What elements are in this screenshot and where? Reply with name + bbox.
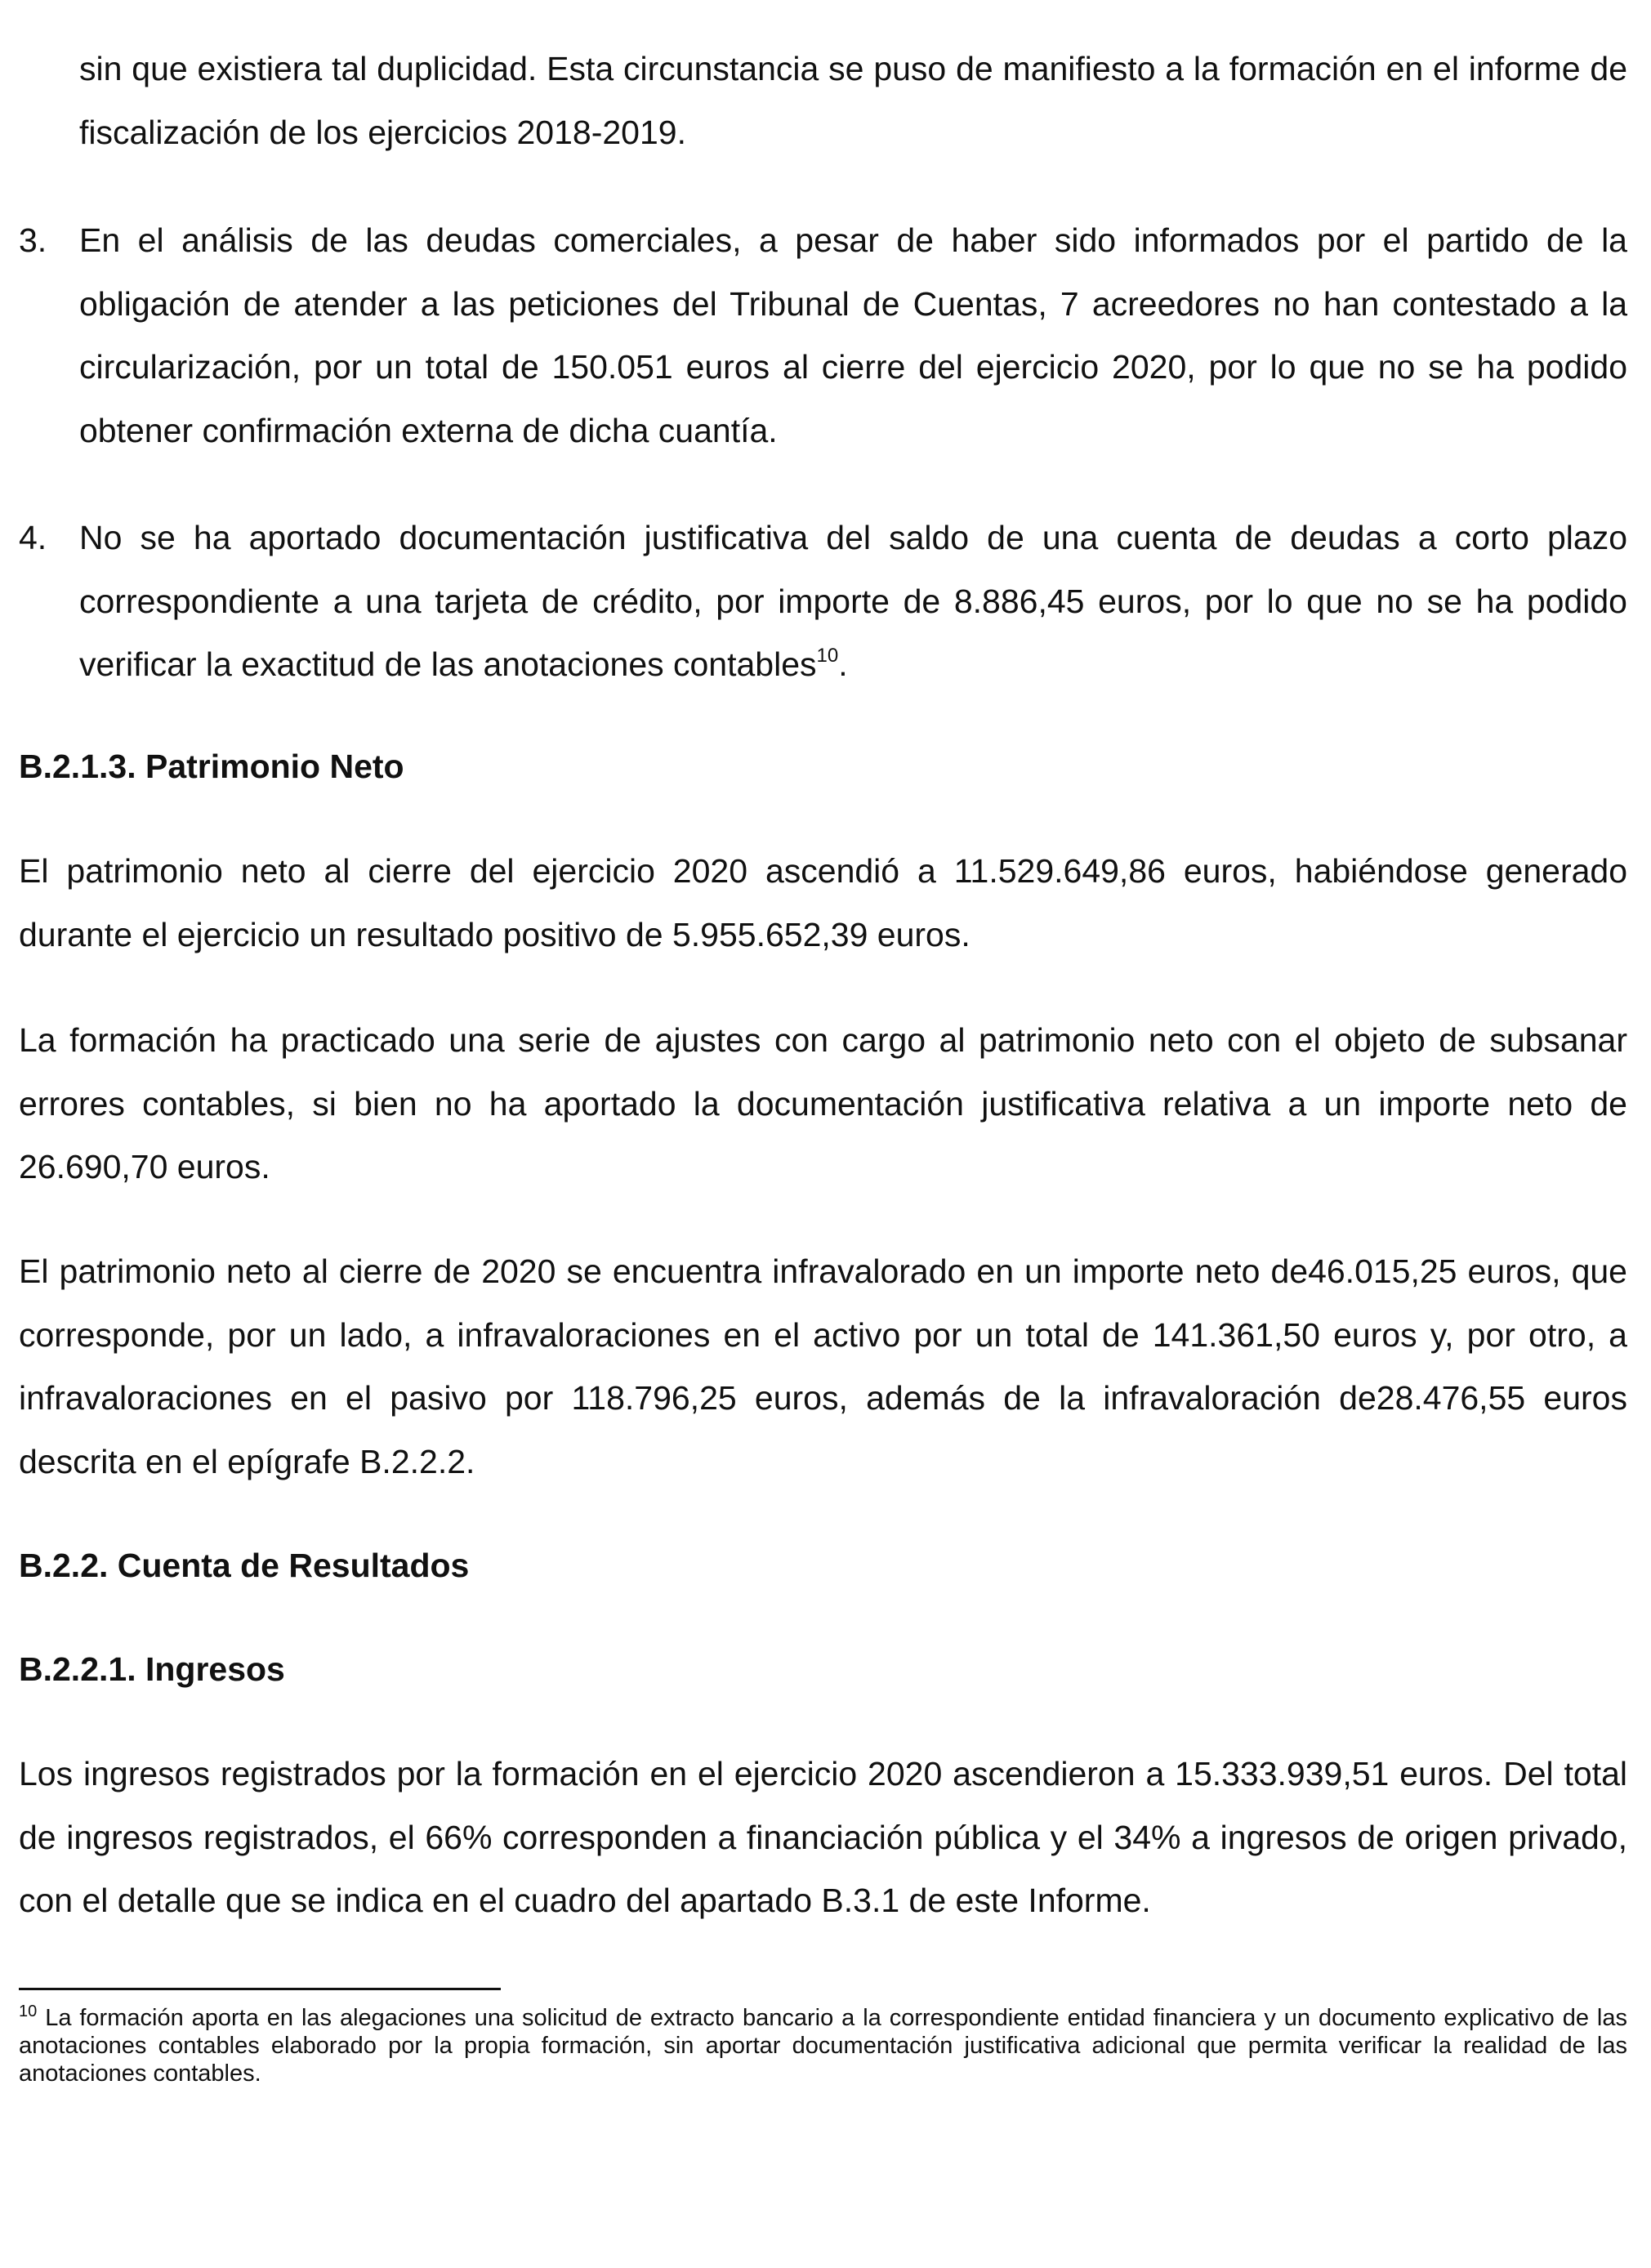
footnote-number: 10	[19, 2002, 38, 2020]
list-item-4-body: No se ha aportado documentación justificativa del saldo de una cuenta de deudas a corto plazo correspondiente a una tarjeta de crédito, por importe de 8.886,45 euros, por lo que no se ha podido verificar la exactitud de las anotaciones contables	[79, 519, 1627, 683]
list-item-3-number: 3.	[19, 221, 47, 259]
heading-cuenta-resultados: B.2.2. Cuenta de Resultados	[19, 1547, 470, 1584]
paragraph-patrimonio-3: El patrimonio neto al cierre de 2020 se encuentra infravalorado en un importe neto de46.015,25 euros, que corresponde, por un lado, a infravaloraciones en el activo por un total de 141.361,50 euros y, por otro, a infravaloraciones en el pasivo por 118.796,25 euros, además de la infravaloración de28.476,55 euros descrita en el epígrafe B.2.2.2.	[19, 1252, 1627, 1480]
list-item-4-text	[79, 507, 1627, 697]
footnote	[19, 2004, 1627, 2087]
paragraph-patrimonio-1: El patrimonio neto al cierre del ejercicio 2020 ascendió a 11.529.649,86 euros, habiéndose generado durante el ejercicio un resultado positivo de 5.955.652,39 euros.	[19, 852, 1627, 953]
paragraph-continuation: sin que existiera tal duplicidad. Esta circunstancia se puso de manifiesto a la formación en el informe de fiscalización de los ejercicios 2018-2019.	[79, 50, 1627, 151]
footnote-reference[interactable]: 10	[816, 645, 839, 667]
list-item-4-tail: .	[838, 645, 848, 683]
paragraph-patrimonio-2: La formación ha practicado una serie de ajustes con cargo al patrimonio neto con el objeto de subsanar errores contables, si bien no ha aportado la documentación justificativa relativa a un importe neto de 26.690,70 euros.	[19, 1021, 1627, 1185]
heading-patrimonio-neto: B.2.1.3. Patrimonio Neto	[19, 748, 404, 785]
paragraph-ingresos: Los ingresos registrados por la formación en el ejercicio 2020 ascendieron a 15.333.939,51 euros. Del total de ingresos registrados, el 66% corresponden a financiación pública y el 34% a ingresos de origen privado, con el detalle que se indica en el cuadro del apartado B.3.1 de este Informe.	[19, 1755, 1627, 1919]
list-item-3-text: En el análisis de las deudas comerciales, a pesar de haber sido informados por el partido de la obligación de atender a las peticiones del Tribunal de Cuentas, 7 acreedores no han contestado a la circularización, por un total de 150.051 euros al cierre del ejercicio 2020, por lo que no se ha podido obtener confirmación externa de dicha cuantía.	[79, 221, 1627, 449]
footnote-text: La formación aporta en las alegaciones una solicitud de extracto bancario a la correspondiente entidad financiera y un documento explicativo de las anotaciones contables elaborado por la propia formación, sin aportar documentación justificativa adicional que permita verificar la realidad de las anotaciones contables.	[19, 2005, 1627, 2087]
heading-ingresos: B.2.2.1. Ingresos	[19, 1650, 285, 1688]
list-item-4-number: 4.	[19, 519, 47, 556]
footnote-separator	[19, 1988, 501, 1990]
